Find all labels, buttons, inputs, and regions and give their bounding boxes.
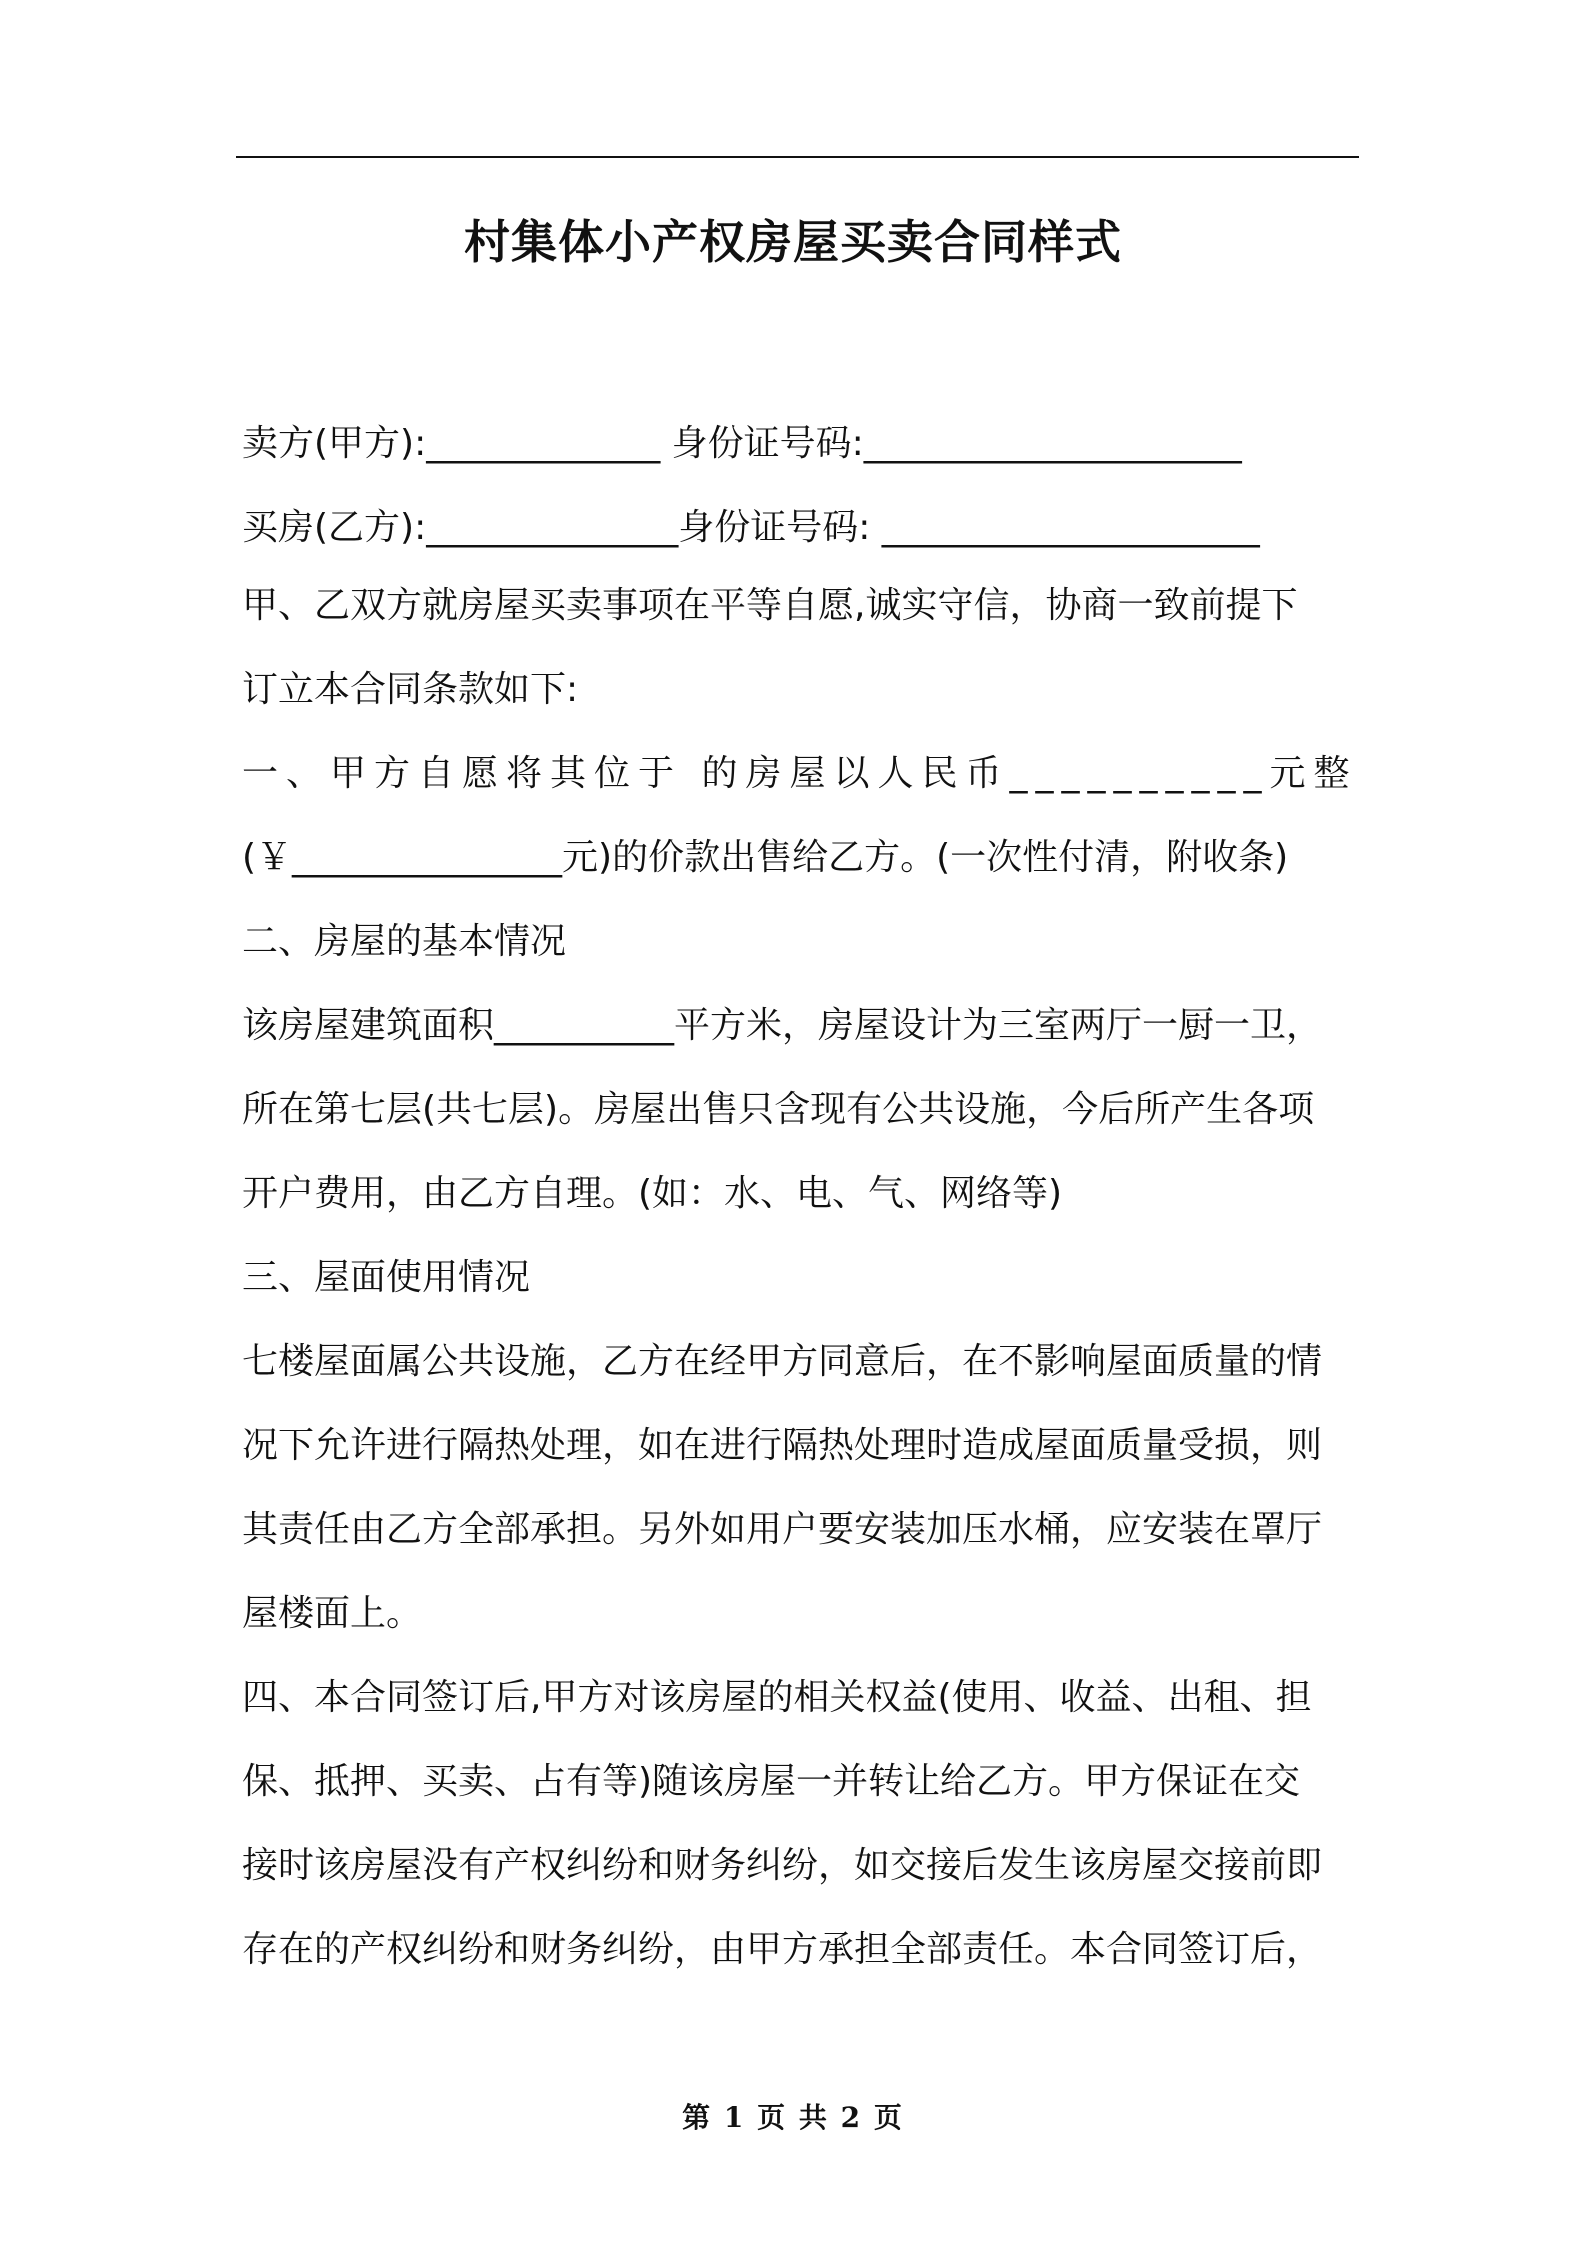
- buyer-line: 买房(乙方):______________身份证号码: _____________________: [242, 507, 1260, 548]
- paragraph-line: 四、本合同签订后,甲方对该房屋的相关权益(使用、收益、出租、担: [242, 1677, 1312, 1718]
- clause-1-line: (￥_______________元)的价款出售给乙方。(一次性付清，附收条): [242, 837, 1289, 878]
- section-heading: 二、房屋的基本情况: [242, 921, 567, 962]
- paragraph-line: 所在第七层(共七层)。房屋出售只含现有公共设施，今后所产生各项: [242, 1089, 1315, 1130]
- paragraph-line: 存在的产权纠纷和财务纠纷，由甲方承担全部责任。本合同签订后，: [242, 1929, 1323, 1970]
- page-number-footer: 第 1 页 共 2 页: [682, 2101, 904, 2134]
- paragraph-line: 屋楼面上。: [242, 1593, 423, 1634]
- seller-line: 卖方(甲方):_____________ 身份证号码:_____________________: [242, 423, 1242, 464]
- paragraph-line: 接时该房屋没有产权纠纷和财务纠纷，如交接后发生该房屋交接前即: [242, 1845, 1323, 1886]
- paragraph-line: 保、抵押、买卖、占有等)随该房屋一并转让给乙方。甲方保证在交: [242, 1761, 1301, 1802]
- paragraph-line: 甲、乙双方就房屋买卖事项在平等自愿,诚实守信，协商一致前提下: [242, 585, 1298, 626]
- section-heading: 三、屋面使用情况: [242, 1257, 531, 1298]
- paragraph-line: 况下允许进行隔热处理，如在进行隔热处理时造成屋面质量受损，则: [242, 1425, 1323, 1466]
- paragraph-line: 其责任由乙方全部承担。另外如用户要安装加压水桶，应安装在罩厅: [242, 1509, 1323, 1550]
- header-rule: [236, 156, 1359, 158]
- clause-1-line: 一、甲方自愿将其位于 的房屋以人民币__________元整: [242, 753, 1357, 794]
- paragraph-line: 订立本合同条款如下:: [242, 669, 579, 710]
- page-title: 村集体小产权房屋买卖合同样式: [464, 215, 1122, 269]
- paragraph-line: 开户费用，由乙方自理。(如：水、电、气、网络等): [242, 1173, 1063, 1214]
- paragraph-line: 七楼屋面属公共设施，乙方在经甲方同意后，在不影响屋面质量的情: [242, 1341, 1323, 1382]
- paragraph-line: 该房屋建筑面积__________平方米，房屋设计为三室两厅一厨一卫，: [242, 1005, 1323, 1046]
